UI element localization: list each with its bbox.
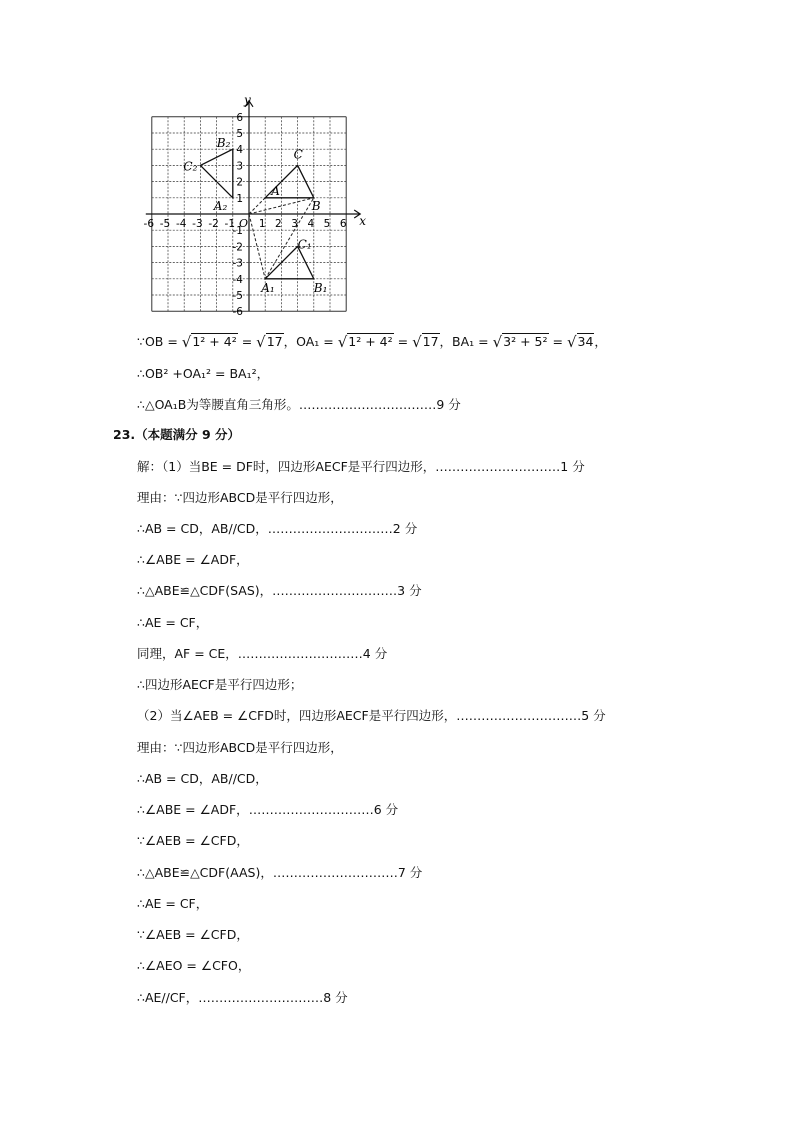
solution-line-7: 同理，AF = CE，…………………………4 分 [137,646,388,661]
coordinate-graph [134,92,368,324]
y-tick-label: 2 [236,176,243,189]
y-tick-label: -5 [232,290,243,302]
solution-line-3: ∴AB = CD，AB//CD，…………………………2 分 [137,521,418,536]
solution-line-18: ∴AE//CF，…………………………8 分 [137,990,348,1005]
y-tick-label: -1 [232,225,243,238]
sqrt-5: √3² + 5² [492,333,548,351]
y-tick-label: -4 [232,273,243,286]
solution-line-9: （2）当∠AEB = ∠CFD时，四边形AECF是平行四边形，…………………………5 分 [137,708,606,723]
x-tick-label: -1 [224,218,236,230]
y-tick-label: 5 [236,128,243,140]
sqrt-3: √1² + 4² [337,333,393,351]
x-tick-label: -3 [192,218,203,230]
solution-line-2: 理由：∵四边形ABCD是平行四边形， [137,490,343,505]
sqrt-1: √1² + 4² [181,333,237,351]
x-tick-label: -2 [208,218,219,230]
score-5: 5 分 [581,708,606,723]
solution-line-6: ∴AE = CF， [137,615,209,630]
sqrt-4: √17 [412,333,439,351]
dashed-segment [249,198,265,214]
x-tick-label: 3 [291,218,298,230]
text-ba1: ，BA₁ = [439,334,493,349]
conclusion-line: ∴△OA₁B为等腰直角三角形。……………………………9 分 [137,397,461,412]
y-tick-label: -2 [232,241,243,254]
x-tick-label: -5 [159,218,171,230]
point-label: C [293,147,303,162]
point-label: C₂ [183,159,198,174]
solution-line-17: ∴∠AEO = ∠CFO， [137,958,251,973]
solution-line-16: ∵∠AEB = ∠CFD， [137,927,249,942]
x-axis-label: x [359,214,366,228]
solution-line-1: 解：（1）当BE = DF时，四边形AECF是平行四边形，…………………………1 分 [137,459,585,474]
solution-line-5: ∴△ABE≌△CDF(SAS)，…………………………3 分 [137,583,422,598]
point-label: B [311,198,321,213]
solution-line-14: ∴△ABE≌△CDF(AAS)，…………………………7 分 [137,865,423,880]
solution-line-11: ∴AB = CD，AB//CD， [137,771,268,786]
x-tick-label: 5 [323,218,331,230]
solution-line-8: ∴四边形AECF是平行四边形； [137,677,303,692]
score-6: 6 分 [373,802,399,817]
question-heading: 23.（本题满分 9 分） [113,427,241,442]
y-tick-label: -6 [232,306,243,319]
point-label: A₁ [261,280,275,295]
score-7: 7 分 [397,865,423,880]
x-tick-label: 2 [275,218,282,230]
solution-line-10: 理由：∵四边形ABCD是平行四边形， [137,740,343,755]
solution-line-12: ∴∠ABE = ∠ADF，…………………………6 分 [137,802,399,817]
sqrt-6: √34 [566,333,594,351]
text-oa1: ，OA₁ = [283,334,338,349]
y-tick-label: 4 [236,144,243,157]
text-ob: ∵OB = [137,334,182,349]
sqrt-2: √17 [256,333,283,351]
y-axis-label: y [244,92,251,107]
score-2: 2 分 [392,521,418,536]
pythagorean-line: ∴OB² +OA₁² = BA₁²， [137,366,270,381]
solution-line-13: ∵∠AEB = ∠CFD， [137,833,249,848]
point-label: B₁ [313,280,328,295]
point-label: C₁ [297,237,312,252]
y-tick-label: 3 [236,160,243,173]
score-1: 1 分 [560,459,585,474]
x-tick-label: -4 [175,218,187,230]
y-tick-label: -3 [232,257,243,270]
x-tick-label: 1 [258,218,266,230]
score-3: 3 分 [397,583,422,598]
x-tick-label: 4 [307,218,315,230]
solution-line-4: ∴∠ABE = ∠ADF， [137,552,249,567]
x-tick-label: -6 [143,218,155,230]
score-9: 9 分 [436,397,461,412]
point-label: A₂ [213,198,228,213]
point-label: A [271,183,280,198]
point-label: B₂ [216,136,231,151]
distance-line: ∵OB = √1² + 4² = √17，OA₁ = √1² + 4² = √17，BA₁ = √3² + 5² = √34， [137,333,607,351]
score-4: 4 分 [362,646,388,661]
y-tick-label: 1 [236,192,243,205]
score-8: 8 分 [323,990,348,1005]
y-tick-label: 6 [236,111,243,124]
origin-label: O [239,217,249,230]
x-tick-label: 6 [339,218,347,230]
solution-line-15: ∴AE = CF， [137,896,209,911]
